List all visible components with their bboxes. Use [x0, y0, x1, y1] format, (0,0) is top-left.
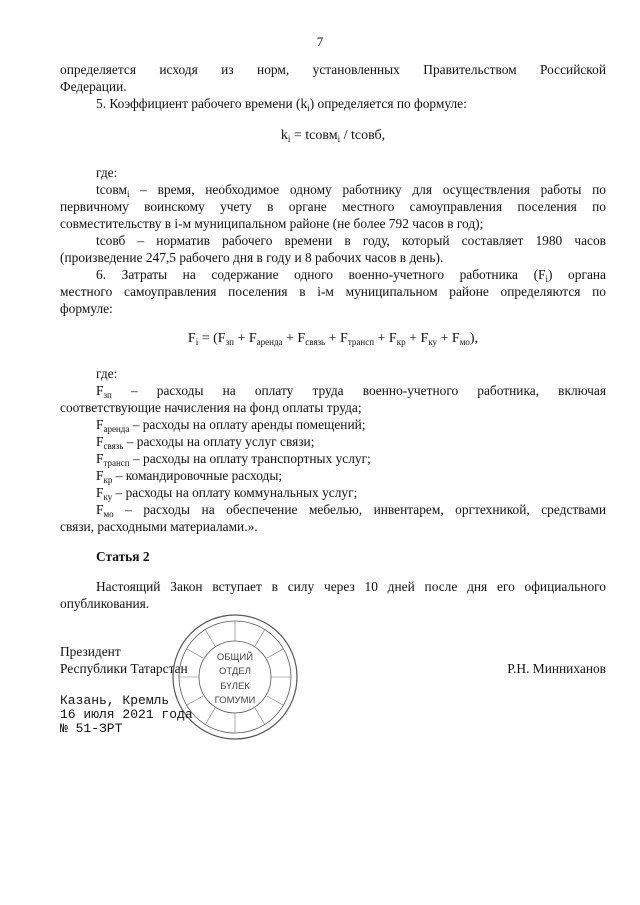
formula-part: + F [437, 331, 460, 346]
subscript: i [545, 274, 549, 284]
seal-text: ОТДЕЛ [219, 666, 251, 677]
text-run: 6. Затраты на содержание одного военно-учетного работника (F [96, 267, 546, 282]
text-run: – время, необходимое одному работнику для осуществления работы по [129, 182, 606, 197]
formula-part: ), [469, 331, 479, 346]
paragraph-line: формуле: [60, 301, 113, 316]
signatory-name: Р.Н. Минниханов [507, 661, 606, 676]
symbol: F [96, 417, 104, 432]
symbol: F [96, 383, 104, 398]
seal-text: БҮЛЕК [220, 681, 250, 692]
official-seal [170, 612, 300, 742]
text-run: – расходы на оплату коммунальных услуг; [112, 485, 358, 500]
formula-part: + F [233, 331, 257, 346]
where-label: где: [96, 366, 118, 381]
text-run: ) органа [548, 267, 606, 282]
term: tсовм [96, 182, 127, 197]
law-number: № 51-ЗРТ [60, 721, 123, 736]
subscript: зп [103, 390, 112, 400]
text-run: – расходы на обеспечение мебелью, инвентарем, оргтехникой, средствами [113, 502, 606, 517]
paragraph-item-5 [60, 96, 606, 116]
text-run: ) определяется по формуле: [309, 96, 467, 111]
paragraph-line: определяется исходя из норм, установленных Правительством Российской [60, 62, 606, 77]
text-run: – расходы на оплату аренды помещений; [129, 417, 366, 432]
formula-part: F [187, 331, 196, 346]
subscript: i [126, 189, 130, 199]
subscript: ку [428, 337, 438, 347]
subscript: трансп [347, 337, 375, 347]
formula-part: + F [325, 331, 348, 346]
formula-part: + F [374, 331, 397, 346]
place-line: Казань, Кремль [60, 693, 170, 708]
text-run: – расходы на оплату транспортных услуг; [129, 451, 371, 466]
paragraph-line: местного самоуправления поселения в i-м муниципальном районе определяются по [60, 284, 606, 299]
subscript: связь [103, 441, 124, 451]
subscript: i [195, 337, 199, 347]
subscript: i [307, 103, 310, 113]
formula-part: = tсовм [290, 128, 338, 143]
text-run: 5. Коэффициент рабочего времени (k [96, 96, 308, 111]
subscript: аренда [103, 424, 130, 434]
seal-text: ГОМУМИ [214, 695, 256, 706]
text-run: – расходы на оплату труда военно-учетного работника, включая [111, 383, 606, 398]
definition-line: tсовб – норматив рабочего времени в году, который составляет 1980 часов [96, 233, 606, 248]
definition-line: совместительству в i-м муниципальном районе (не более 792 часов в год); [60, 216, 484, 231]
formula-f [60, 331, 606, 347]
definition-line: (произведение 247,5 рабочего дня в году и 8 рабочих часов в день). [60, 250, 444, 265]
symbol: F [96, 451, 104, 466]
subscript: кр [103, 475, 113, 485]
formula-part: / tсовб, [340, 128, 386, 143]
symbol: F [96, 434, 104, 449]
f-definition-line: соответствующие начисления на фонд оплаты труда; [60, 400, 362, 415]
date-line: 16 июля 2021 года [60, 707, 193, 722]
subscript: мо [459, 337, 470, 347]
subscript: кр [396, 337, 406, 347]
subscript: аренда [256, 337, 283, 347]
signatory-title: Президент [60, 644, 121, 659]
subscript: ку [103, 492, 113, 502]
symbol: F [96, 468, 104, 483]
signatory-title: Республики Татарстан [60, 661, 188, 676]
formula-part: + F [282, 331, 306, 346]
page-number: 7 [316, 34, 324, 49]
seal-text: ОБЩИЙ [216, 652, 254, 663]
text-run: – расходы на оплату услуг связи; [123, 434, 315, 449]
symbol: F [96, 502, 104, 517]
where-label: где: [96, 165, 118, 180]
subscript: трансп [103, 458, 130, 468]
article-title: Статья 2 [96, 549, 150, 564]
subscript: мо [103, 509, 114, 519]
formula-k [60, 128, 606, 144]
article-text: опубликования. [60, 596, 150, 611]
f-definition-line: связи, расходными материалами.». [60, 519, 258, 534]
formula-part: k [280, 128, 288, 143]
definition-line: первичному воинскому учету в органе местного самоуправления поселения по [60, 199, 606, 214]
formula-part: = (F [198, 331, 226, 346]
subscript: зп [225, 337, 234, 347]
formula-part: + F [405, 331, 429, 346]
paragraph-line: Федерации. [60, 79, 127, 94]
text-run: – командировочные расходы; [112, 468, 283, 483]
subscript: связь [305, 337, 326, 347]
subscript: i [337, 134, 341, 144]
symbol: F [96, 485, 104, 500]
subscript: i [287, 134, 291, 144]
article-text: Настоящий Закон вступает в силу через 10 дней после дня его официального [96, 579, 606, 594]
